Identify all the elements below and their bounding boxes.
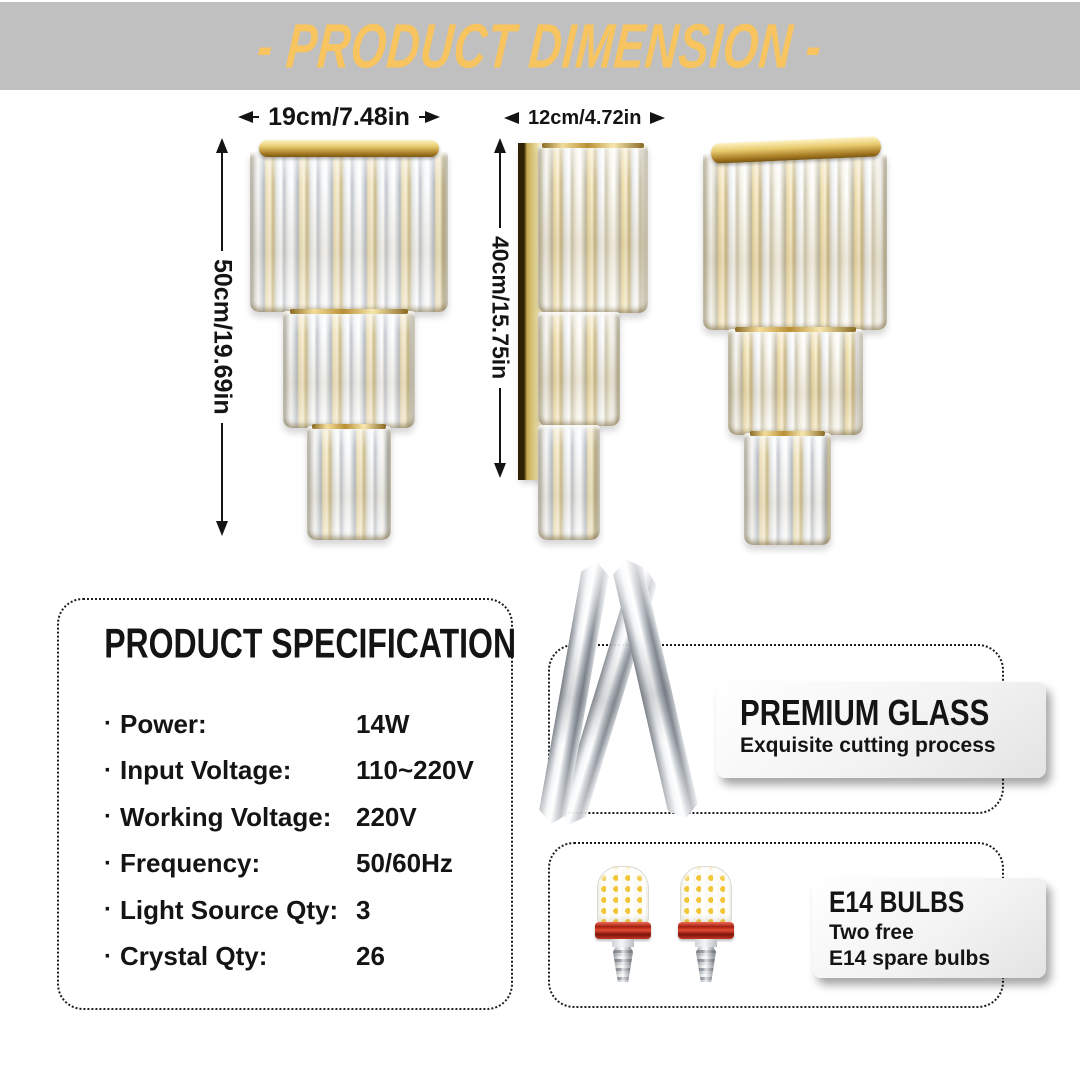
- spec-label: Light Source Qty:: [120, 894, 339, 925]
- bulb-band: [595, 922, 651, 939]
- bulb-screw-base: [696, 947, 716, 982]
- arrowhead-down-icon: [216, 521, 228, 536]
- front-width-label: 19cm/7.48in: [268, 102, 410, 131]
- gold-fitting: [735, 327, 856, 332]
- lamp-tier-top: [703, 154, 887, 330]
- spec-label: Power:: [120, 708, 207, 739]
- gold-fitting: [750, 431, 825, 436]
- spec-row: [104, 887, 495, 934]
- page-title: - PRODUCT DIMENSION -: [254, 10, 826, 82]
- banner: [0, 2, 1080, 90]
- arrowhead-up-icon: [216, 138, 228, 153]
- bullet-icon: ·: [104, 803, 112, 831]
- lamp-tier-middle: [283, 311, 415, 428]
- lamp-gold-cap: [259, 140, 439, 157]
- front-height-arrow: [207, 138, 237, 536]
- arrowhead-left-icon: [238, 111, 253, 123]
- spec-value: 3: [356, 894, 371, 925]
- bulb-glass: [597, 866, 649, 924]
- spec-value: 50/60Hz: [356, 848, 453, 879]
- lamp-front-image: [250, 140, 448, 540]
- premium-glass-card: [716, 682, 1046, 778]
- bulb-neck: [695, 939, 717, 947]
- dimension-section: [0, 90, 1080, 560]
- bulb-image: [595, 866, 651, 982]
- lamp-tier-bottom: [307, 426, 391, 540]
- bullet-icon: ·: [104, 710, 112, 738]
- front-height-label: 50cm/19.69in: [208, 259, 237, 415]
- gold-fitting: [312, 424, 386, 429]
- bulb-screw-base: [613, 947, 633, 982]
- spec-row: [104, 794, 495, 841]
- side-height-label: 40cm/15.75in: [487, 236, 514, 380]
- lamp-angled-image: [703, 140, 887, 545]
- bullet-icon: ·: [104, 849, 112, 877]
- arrow-line: [499, 153, 501, 228]
- spec-label: Crystal Qty:: [120, 941, 268, 972]
- arrowhead-up-icon: [494, 138, 506, 153]
- bullet-icon: ·: [104, 756, 112, 784]
- spec-rows: [104, 701, 495, 980]
- arrowhead-right-icon: [650, 112, 665, 124]
- spec-value: 220V: [356, 801, 417, 832]
- e14-bulbs-line1: Two free: [829, 921, 914, 944]
- arrow-line: [221, 153, 223, 251]
- front-width-arrow: [238, 104, 440, 130]
- bullet-icon: ·: [104, 942, 112, 970]
- gold-fitting: [290, 309, 408, 314]
- spec-value: 110~220V: [356, 755, 474, 786]
- lamp-tier-bottom: [744, 433, 831, 545]
- arrow-line: [499, 388, 501, 463]
- spec-title: PRODUCT SPECIFICATION: [104, 620, 517, 668]
- glass-prisms-image: [548, 556, 723, 832]
- bullet-icon: ·: [104, 896, 112, 924]
- gold-fitting: [542, 143, 644, 148]
- premium-glass-title: PREMIUM GLASS: [740, 692, 990, 733]
- side-width-arrow: [504, 107, 642, 129]
- e14-bulbs-line2: E14 spare bulbs: [829, 947, 991, 971]
- spec-row: [104, 934, 495, 981]
- spec-row: [104, 701, 495, 748]
- lamp-tier-top: [250, 152, 448, 312]
- lamp-tier-middle: [538, 312, 620, 426]
- spec-label: Frequency:: [120, 848, 261, 879]
- premium-glass-subtitle: Exquisite cutting process: [740, 734, 996, 757]
- arrow-line: [221, 423, 223, 521]
- spec-label: Working Voltage:: [120, 801, 332, 832]
- arrowhead-right-icon: [425, 111, 440, 123]
- bulb-glass: [680, 866, 732, 924]
- side-height-arrow: [485, 138, 515, 478]
- spec-row: [104, 841, 495, 888]
- bulb-image: [678, 866, 734, 982]
- side-width-label: 12cm/4.72in: [528, 106, 642, 129]
- spec-label: Input Voltage:: [120, 755, 292, 786]
- e14-bulbs-card: [812, 878, 1046, 978]
- arrowhead-down-icon: [494, 463, 506, 478]
- bulb-neck: [612, 939, 634, 947]
- spec-row: [104, 748, 495, 795]
- bulb-band: [678, 922, 734, 939]
- lamp-tier-bottom: [538, 425, 600, 540]
- e14-bulbs-title: E14 BULBS: [829, 886, 965, 919]
- lamp-tier-middle: [728, 329, 863, 435]
- lamp-side-image: [518, 143, 650, 540]
- spec-value: 14W: [356, 708, 410, 739]
- spec-box: [57, 598, 517, 1010]
- spec-value: 26: [356, 941, 385, 972]
- arrowhead-left-icon: [504, 112, 519, 124]
- lamp-tier-top: [538, 145, 648, 313]
